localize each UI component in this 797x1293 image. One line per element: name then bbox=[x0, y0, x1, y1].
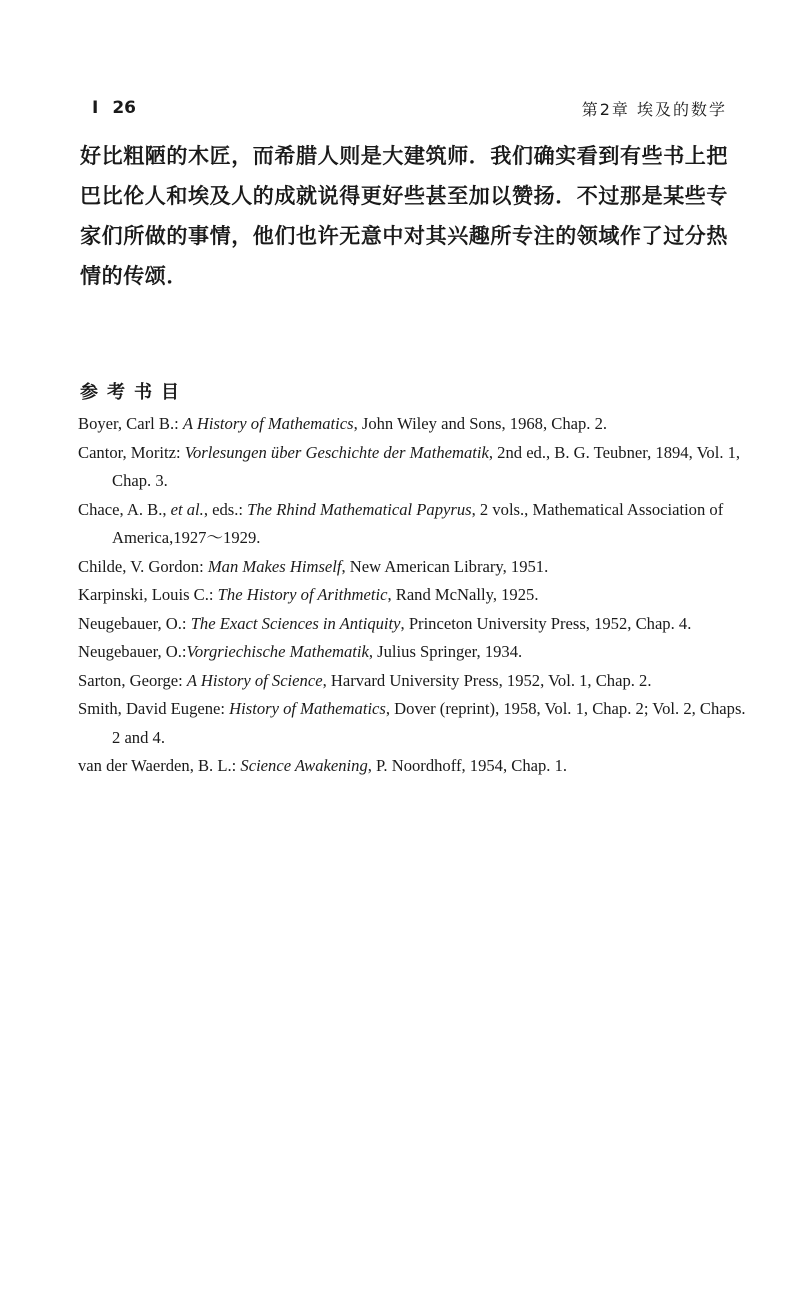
entry-author: Childe, V. Gordon: bbox=[78, 556, 208, 576]
bibliography-entry bbox=[78, 410, 748, 439]
page-number: 26 bbox=[112, 98, 136, 118]
entry-title: The History of Arithmetic bbox=[217, 585, 388, 604]
entry-publication: , 2 vols., Mathematical Association of America,1927～1929. bbox=[112, 499, 724, 547]
entry-title: The Exact Sciences in Antiquity bbox=[190, 613, 401, 633]
bibliography-entry bbox=[78, 610, 748, 639]
bibliography-entry bbox=[78, 581, 748, 610]
bibliography-heading: 参考书目 bbox=[80, 382, 188, 403]
bibliography-entry bbox=[78, 638, 748, 667]
entry-title: The Rhind Mathematical Papyrus bbox=[247, 499, 472, 519]
entry-publication: , Dover (reprint), 1958, Vol. 1, Chap. 2; Vol. 2, Chaps. 2 and 4. bbox=[112, 699, 746, 747]
section-mark: I bbox=[92, 98, 99, 118]
entry-title: Vorgriechische Mathematik bbox=[186, 642, 369, 661]
entry-author: Neugebauer, O.: bbox=[78, 642, 187, 661]
bibliography-list bbox=[78, 410, 748, 781]
entry-title: Science Awakening bbox=[240, 756, 368, 775]
entry-publication: , Princeton University Press, 1952, Chap. 4. bbox=[400, 613, 692, 633]
header-left bbox=[92, 98, 136, 118]
entry-author: Neugebauer, O.: bbox=[78, 613, 191, 633]
entry-author: Smith, David Eugene: bbox=[78, 699, 230, 718]
bibliography-entry bbox=[78, 553, 748, 582]
entry-title: A History of Mathematics bbox=[182, 414, 354, 433]
entry-publication: , 2nd ed., B. G. Teubner, 1894, Vol. 1, Chap. 3. bbox=[112, 442, 741, 490]
entry-title: Man Makes Himself bbox=[207, 556, 342, 576]
entry-publication: , eds.: bbox=[203, 499, 248, 519]
entry-title: Vorlesungen über Geschichte der Mathematik bbox=[184, 442, 489, 462]
entry-publication: , P. Noordhoff, 1954, Chap. 1. bbox=[367, 756, 568, 775]
bibliography-entry bbox=[78, 667, 748, 696]
entry-author: Cantor, Moritz: bbox=[78, 442, 185, 462]
entry-publication: , New American Library, 1951. bbox=[341, 556, 549, 576]
bibliography-entry bbox=[78, 439, 748, 496]
entry-publication: , Harvard University Press, 1952, Vol. 1, Chap. 2. bbox=[322, 670, 652, 690]
entry-title: et al. bbox=[170, 499, 204, 519]
entry-publication: , John Wiley and Sons, 1968, Chap. 2. bbox=[353, 414, 608, 433]
entry-title: History of Mathematics bbox=[229, 699, 386, 718]
entry-title: A History of Science bbox=[186, 670, 323, 690]
entry-author: Sarton, George: bbox=[78, 670, 187, 690]
bibliography-entry bbox=[78, 695, 748, 752]
entry-author: Karpinski, Louis C.: bbox=[78, 585, 218, 604]
bibliography-entry bbox=[78, 496, 748, 553]
entry-publication: , Rand McNally, 1925. bbox=[387, 585, 539, 604]
entry-author: Boyer, Carl B.: bbox=[78, 414, 183, 433]
entry-author: Chace, A. B., bbox=[78, 499, 171, 519]
entry-author: van der Waerden, B. L.: bbox=[78, 756, 241, 775]
page-header bbox=[92, 96, 727, 120]
body-paragraph: 好比粗陋的木匠，而希腊人则是大建筑师．我们确实看到有些书上把巴比伦人和埃及人的成就说得更好些甚至加以赞扬．不过那是某些专家们所做的事情，他们也许无意中对其兴趣所专注的领域作了过分热情的传颂． bbox=[80, 144, 728, 288]
bibliography-entry bbox=[78, 752, 748, 781]
entry-publication: , Julius Springer, 1934. bbox=[368, 642, 523, 661]
chapter-title: 第2章 埃及的数学 bbox=[581, 99, 727, 119]
